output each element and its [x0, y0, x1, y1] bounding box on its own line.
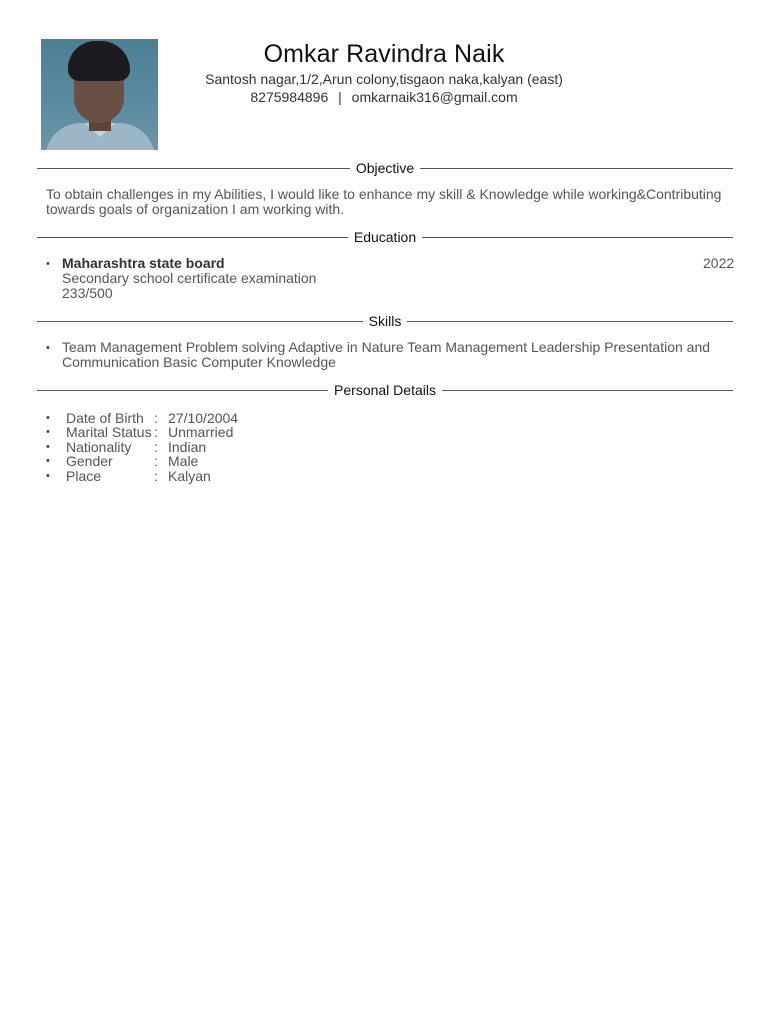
objective-title: Objective: [355, 160, 415, 176]
row-colon: :: [154, 439, 158, 455]
divider-left: [37, 321, 363, 322]
divider-right: [420, 168, 733, 169]
skills-line-1: Team Management Problem solving Adaptive in Nature Team Management Leadership Presentation and: [62, 339, 711, 355]
row-bullet: •: [46, 441, 50, 453]
email-address: omkarnaik316@gmail.com: [351, 89, 518, 105]
objective-heading: [37, 159, 733, 177]
education-heading: [37, 228, 733, 246]
row-colon: :: [154, 468, 158, 484]
divider-left: [37, 390, 328, 391]
education-exam: Secondary school certificate examination: [62, 270, 317, 286]
divider-right: [442, 390, 733, 391]
divider-right: [422, 237, 733, 238]
candidate-name: Omkar Ravindra Naik: [263, 40, 505, 68]
resume-header: [0, 38, 768, 106]
row-label: Marital Status: [66, 424, 152, 440]
row-colon: :: [154, 424, 158, 440]
personal-title: Personal Details: [334, 382, 436, 398]
divider-right: [407, 321, 733, 322]
education-title: Education: [353, 229, 417, 245]
row-value: 27/10/2004: [168, 410, 239, 426]
row-label: Gender: [66, 453, 113, 469]
row-value: Indian: [168, 439, 207, 455]
row-label: Nationality: [66, 439, 132, 455]
objective-line-2: towards goals of organization I am working with.: [46, 201, 345, 217]
education-year: 2022: [703, 255, 735, 271]
skills-heading: [37, 312, 733, 330]
row-value: Unmarried: [168, 424, 234, 440]
skills-bullet: •: [46, 342, 50, 354]
row-bullet: •: [46, 455, 50, 467]
row-value: Male: [168, 453, 199, 469]
education-board: Maharashtra state board: [62, 255, 225, 271]
row-bullet: •: [46, 470, 50, 482]
objective-line-1: To obtain challenges in my Abilities, I would like to enhance my skill & Knowledge while working&Contributing: [46, 186, 722, 202]
row-colon: :: [154, 410, 158, 426]
phone-number: 8275984896: [250, 89, 329, 105]
personal-heading: [37, 381, 733, 399]
contact-separator: |: [338, 89, 342, 105]
row-colon: :: [154, 453, 158, 469]
row-value: Kalyan: [168, 468, 211, 484]
row-bullet: •: [46, 426, 50, 438]
education-bullet: •: [46, 258, 50, 270]
divider-left: [37, 237, 348, 238]
row-label: Date of Birth: [66, 410, 144, 426]
candidate-address: Santosh nagar,1/2,Arun colony,tisgaon naka,kalyan (east): [205, 71, 563, 87]
row-label: Place: [66, 468, 102, 484]
contact-line: [0, 88, 768, 106]
skills-title: Skills: [368, 313, 402, 329]
divider-left: [37, 168, 350, 169]
skills-line-2: Communication Basic Computer Knowledge: [62, 354, 336, 370]
row-bullet: •: [46, 412, 50, 424]
education-score: 233/500: [62, 285, 113, 301]
